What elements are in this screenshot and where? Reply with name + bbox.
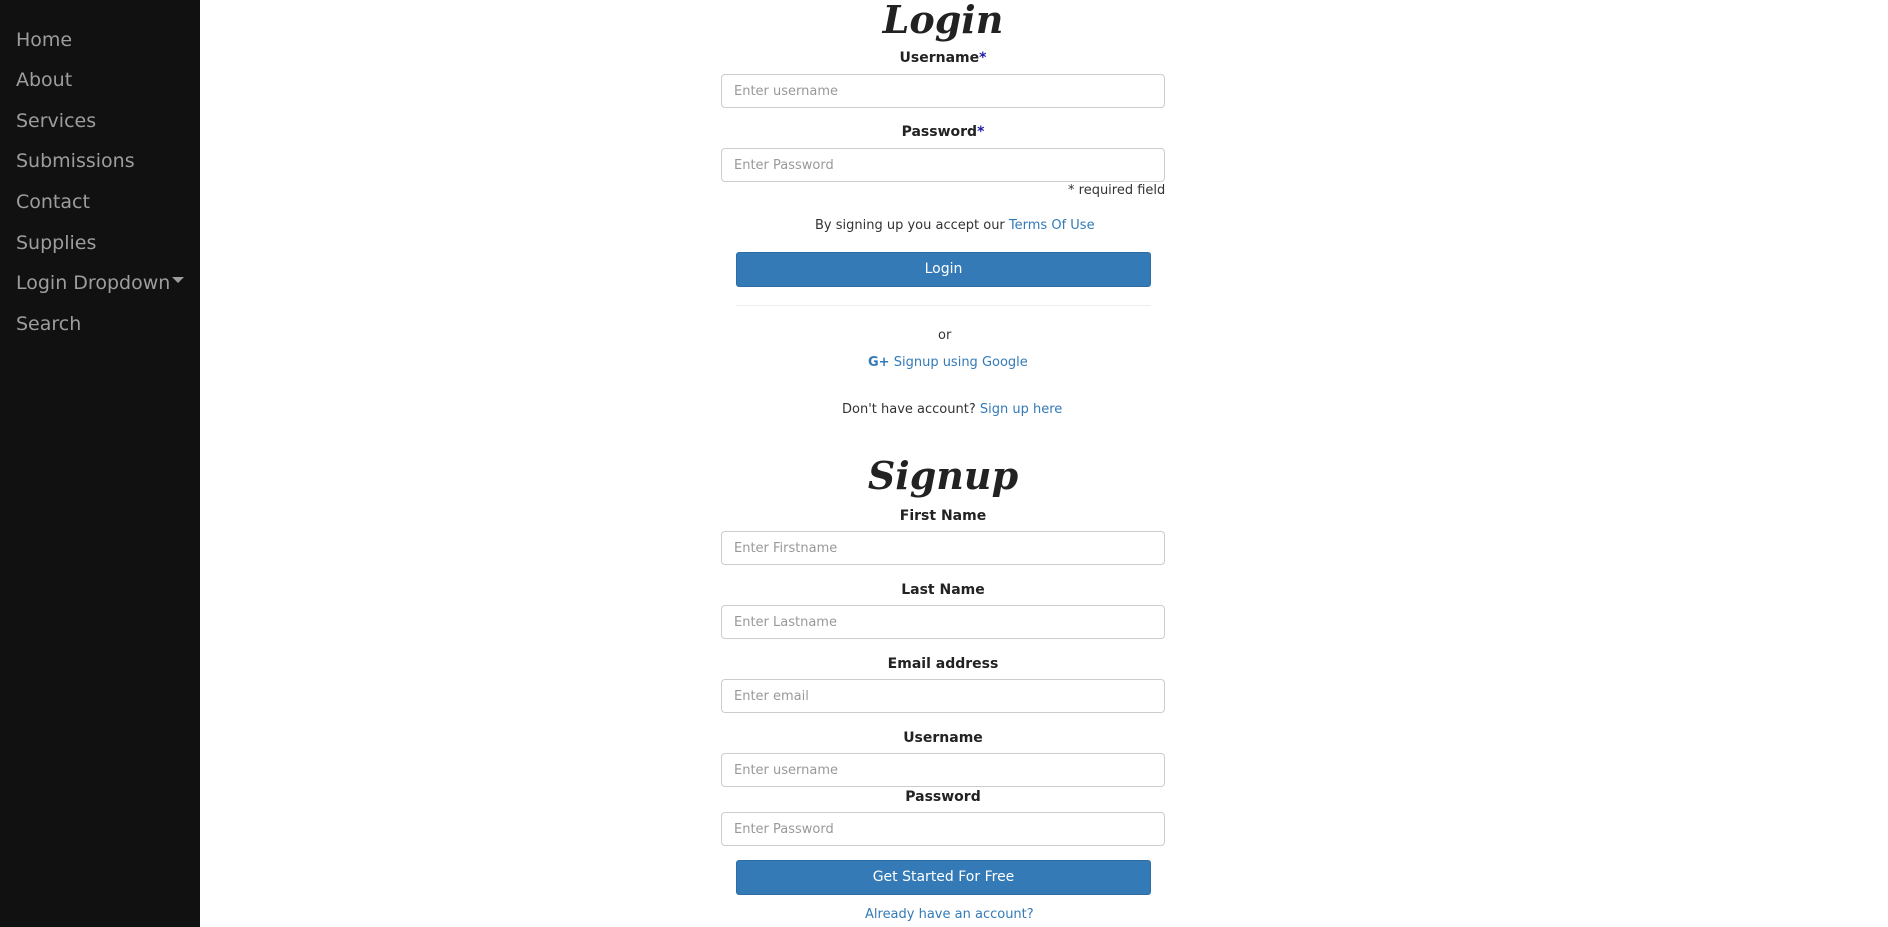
login-password-input[interactable]	[721, 148, 1165, 182]
terms-text	[815, 218, 1095, 234]
required-star: *	[979, 50, 987, 66]
nav-item-login-dropdown[interactable]: Login Dropdown	[16, 272, 171, 294]
google-plus-icon: G+	[868, 355, 890, 370]
username-label	[720, 49, 1166, 67]
required-star: *	[977, 124, 985, 140]
nav-item-search[interactable]: Search	[16, 313, 82, 335]
signup-password-input[interactable]	[721, 812, 1165, 846]
nav-item-home[interactable]: Home	[16, 29, 73, 51]
terms-of-use-link[interactable]: Terms Of Use	[1008, 218, 1095, 233]
divider	[736, 305, 1151, 306]
signup-username-label: Username	[903, 730, 983, 746]
nav-item-contact[interactable]: Contact	[16, 191, 90, 213]
last-name-input[interactable]	[721, 605, 1165, 639]
no-account-text	[842, 402, 1062, 418]
sign-up-here-link[interactable]: Sign up here	[979, 402, 1063, 417]
sidebar-nav	[0, 0, 200, 927]
login-title: Login	[882, 0, 1004, 42]
nav-item-supplies[interactable]: Supplies	[16, 232, 97, 254]
email-input[interactable]	[721, 679, 1165, 713]
login-button[interactable]: Login	[736, 252, 1151, 287]
login-username-input[interactable]	[721, 74, 1165, 108]
main-content	[200, 0, 1888, 927]
nav-item-services[interactable]: Services	[16, 110, 97, 132]
first-name-input[interactable]	[721, 531, 1165, 565]
signup-username-input[interactable]	[721, 753, 1165, 787]
no-account-prefix: Don't have account?	[842, 402, 976, 417]
signup-password-label: Password	[905, 789, 981, 805]
first-name-label: First Name	[899, 508, 987, 524]
terms-prefix: By signing up you accept our	[815, 218, 1005, 233]
password-label-text: Password	[901, 124, 978, 140]
already-have-account-link[interactable]: Already have an account?	[865, 907, 1034, 922]
get-started-button[interactable]: Get Started For Free	[736, 860, 1151, 895]
signup-google-link[interactable]: Signup using Google	[893, 355, 1028, 370]
nav-item-submissions[interactable]: Submissions	[16, 150, 135, 172]
username-label-text: Username	[899, 50, 980, 66]
chevron-down-icon[interactable]	[172, 277, 184, 283]
last-name-label: Last Name	[901, 582, 985, 598]
password-label	[720, 123, 1166, 141]
nav-item-about[interactable]: About	[16, 69, 73, 91]
or-text: or	[938, 328, 952, 343]
required-field-note: * required field	[1068, 183, 1166, 198]
google-signup[interactable]	[868, 355, 1028, 371]
email-label: Email address	[887, 656, 999, 672]
signup-title: Signup	[867, 453, 1019, 498]
